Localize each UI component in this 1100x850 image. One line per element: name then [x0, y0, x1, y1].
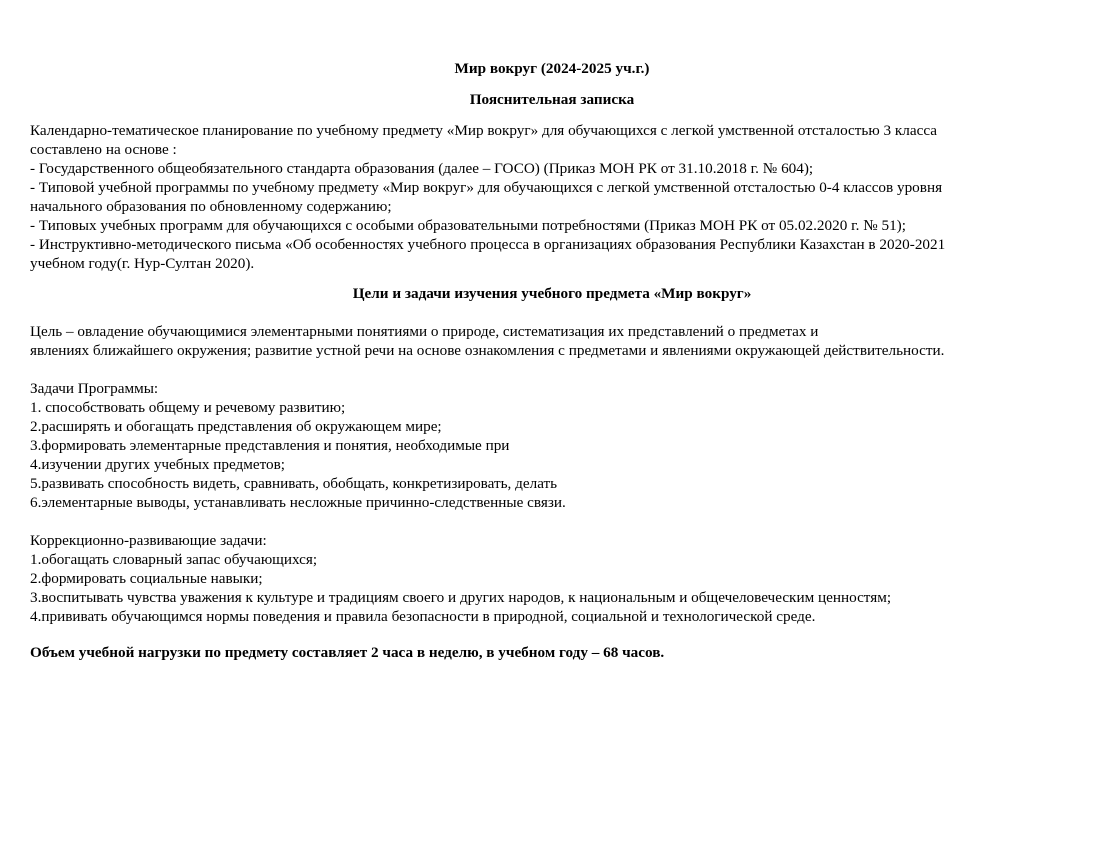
- document-title: Мир вокруг (2024-2025 уч.г.): [454, 60, 650, 77]
- intro-line: начального образования по обновленному содержанию;: [30, 198, 392, 215]
- correction-task-item: 2.формировать социальные навыки;: [30, 570, 263, 587]
- intro-line: - Типовой учебной программы по учебному предмету «Мир вокруг» для обучающихся с легкой умственной отсталостью 0-4 классов уровня: [30, 179, 943, 196]
- intro-line: Календарно-тематическое планирование по учебному предмету «Мир вокруг» для обучающихся с легкой умственной отсталостью 3 класса: [30, 122, 937, 139]
- intro-paragraph: [30, 121, 1074, 273]
- task-item: 2.расширять и обогащать представления об окружающем мире;: [30, 418, 442, 435]
- correction-tasks-heading: Коррекционно-развивающие задачи:: [30, 532, 267, 549]
- task-item: 6.элементарные выводы, устанавливать несложные причинно-следственные связи.: [30, 494, 566, 511]
- program-tasks-heading: Задачи Программы:: [30, 380, 159, 397]
- task-item: 3.формировать элементарные представления и понятия, необходимые при: [30, 437, 510, 454]
- intro-line: - Государственного общеобязательного стандарта образования (далее – ГОСО) (Приказ МОН РК от 31.10.2018 г. № 604);: [30, 160, 814, 177]
- program-tasks: [30, 379, 1074, 512]
- document-page: [30, 59, 1074, 662]
- document-subtitle: Пояснительная записка: [469, 91, 635, 108]
- correction-task-item: 1.обогащать словарный запас обучающихся;: [30, 551, 318, 568]
- correction-task-item: 3.воспитывать чувства уважения к культуре и традициям своего и других народов, к национальным и общечеловеческим ценностям;: [30, 589, 892, 606]
- intro-line: - Инструктивно-методического письма «Об особенностях учебного процесса в организациях образования Республики Казахстан в 2020-2021: [30, 236, 946, 253]
- intro-line: - Типовых учебных программ для обучающихся с особыми образовательными потребностями (Приказ МОН РК от 05.02.2020 г. № 51);: [30, 217, 906, 234]
- goals-section-title: Цели и задачи изучения учебного предмета «Мир вокруг»: [352, 285, 752, 302]
- correction-tasks: [30, 531, 1074, 626]
- task-item: 5.развивать способность видеть, сравнивать, обобщать, конкретизировать, делать: [30, 475, 558, 492]
- intro-line: учебном году(г. Нур-Султан 2020).: [30, 255, 255, 272]
- intro-line: составлено на основе :: [30, 141, 177, 158]
- task-item: 1. способствовать общему и речевому развитию;: [30, 399, 346, 416]
- correction-task-item: 4.прививать обучающимся нормы поведения и правила безопасности в природной, социальной и технологической среде.: [30, 608, 816, 625]
- goal-paragraph: [30, 322, 1074, 360]
- task-item: 4.изучении других учебных предметов;: [30, 456, 285, 473]
- workload-statement: Объем учебной нагрузки по предмету составляет 2 часа в неделю, в учебном году – 68 часов.: [30, 644, 665, 661]
- goal-line: явлениях ближайшего окружения; развитие устной речи на основе ознакомления с предметами и явлениями окружающей действительности.: [30, 342, 945, 359]
- goal-line: Цель – овладение обучающимися элементарными понятиями о природе, систематизация их представлений о предметах и: [30, 323, 819, 340]
